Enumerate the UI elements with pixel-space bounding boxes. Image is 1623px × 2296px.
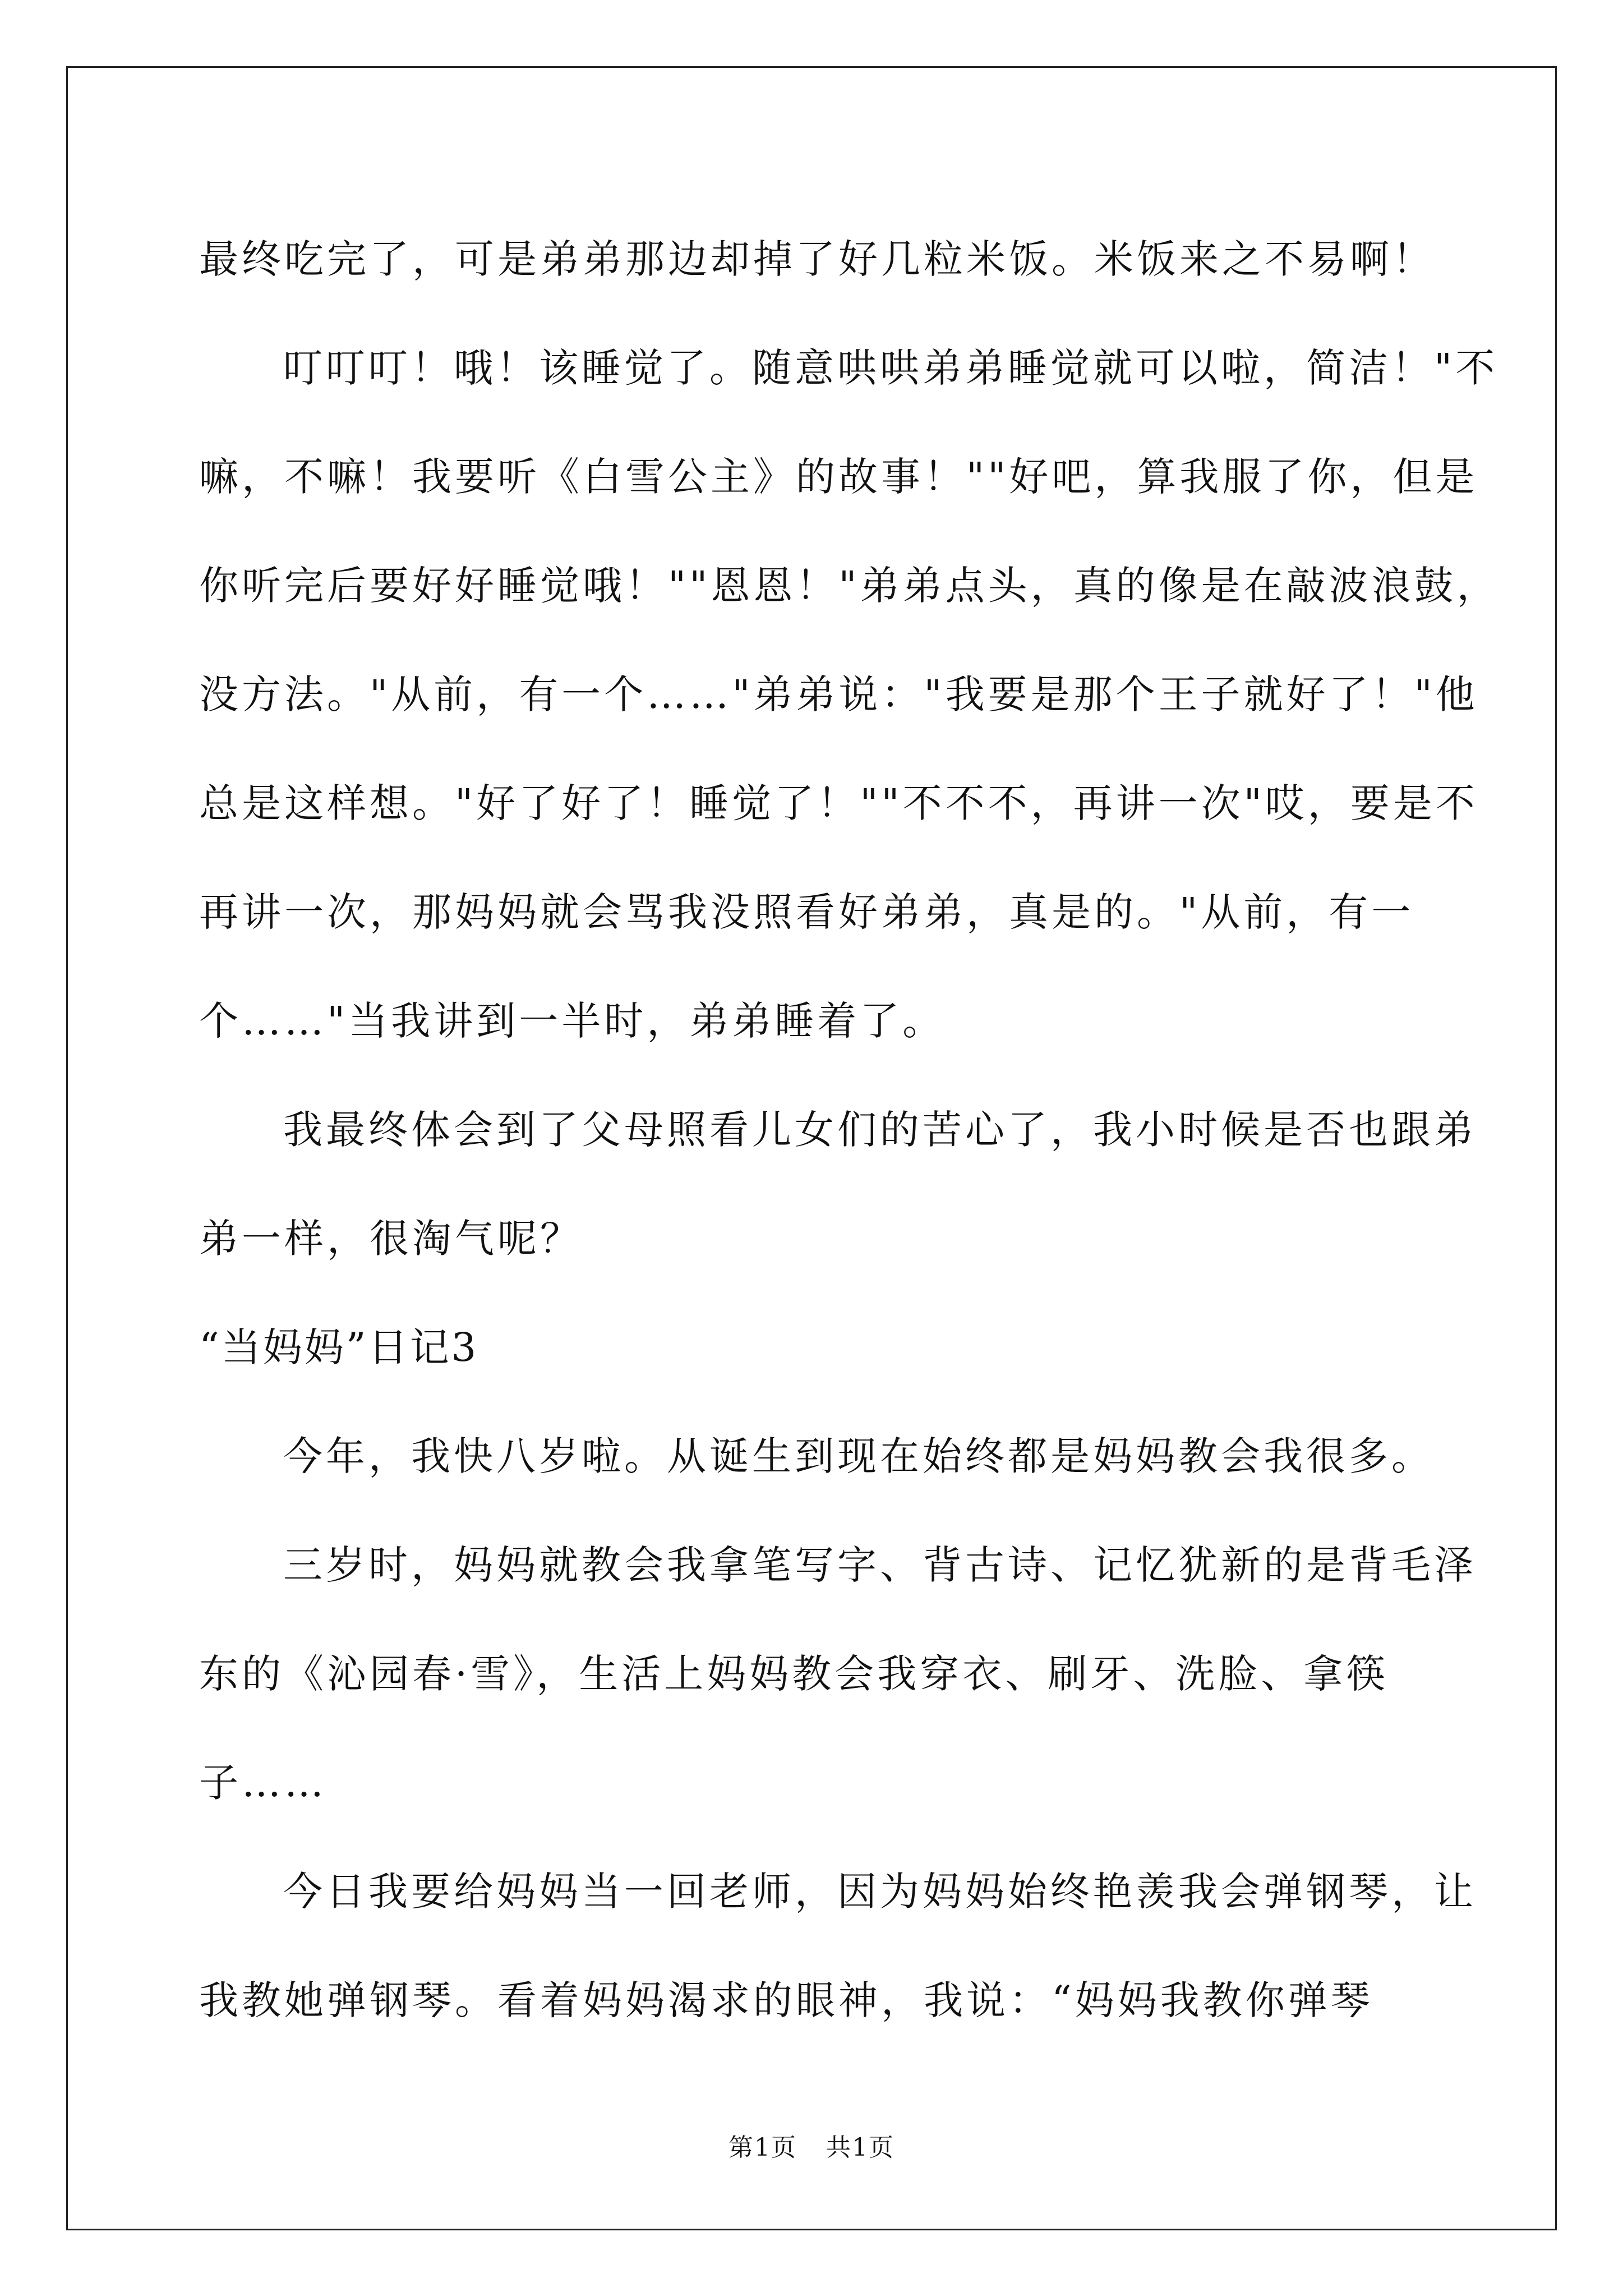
text-line: 三岁时，妈妈就教会我拿笔写字、背古诗、记忆犹新的是背毛泽: [283, 1542, 1477, 1588]
text-line: 嘛，不嘛！我要听《白雪公主》的故事！""好吧，算我服了你，但是: [199, 454, 1478, 500]
page-footer: [0, 2127, 1623, 2163]
text-line: 今年，我快八岁啦。从诞生到现在始终都是妈妈教会我很多。: [283, 1433, 1434, 1479]
text-line: 没方法。"从前，有一个……"弟弟说："我要是那个王子就好了！"他: [199, 671, 1478, 717]
text-line: 今日我要给妈妈当一回老师，因为妈妈始终艳羡我会弹钢琴，让: [283, 1869, 1477, 1915]
text-line: 个……"当我讲到一半时，弟弟睡着了。: [199, 998, 946, 1044]
text-line: 弟一样，很淘气呢？: [199, 1216, 583, 1262]
text-line: 最终吃完了，可是弟弟那边却掉了好几粒米饭。米饭来之不易啊！: [199, 236, 1435, 282]
page-total: 共1页: [826, 2133, 895, 2162]
document-body: [199, 205, 1500, 2055]
text-line: 子……: [199, 1760, 327, 1806]
section-heading: “当妈妈”日记3: [199, 1324, 479, 1370]
text-line: 总是这样想。"好了好了！睡觉了！""不不不，再讲一次"哎，要是不: [199, 780, 1478, 826]
text-line: 我教她弹钢琴。看着妈妈渴求的眼神，我说：“妈妈我教你弹琴: [199, 1977, 1373, 2023]
text-line: 你听完后要好好睡觉哦！""恩恩！"弟弟点头，真的像是在敲波浪鼓，: [199, 563, 1500, 609]
text-line: 叮叮叮！哦！该睡觉了。随意哄哄弟弟睡觉就可以啦，简洁！"不: [283, 345, 1498, 391]
page-number: 第1页: [728, 2133, 797, 2162]
text-line: 我最终体会到了父母照看儿女们的苦心了，我小时候是否也跟弟: [283, 1107, 1477, 1153]
text-line: 东的《沁园春·雪》，生活上妈妈教会我穿衣、刷牙、洗脸、拿筷: [199, 1651, 1389, 1697]
text-line: 再讲一次，那妈妈就会骂我没照看好弟弟，真是的。"从前，有一: [199, 889, 1414, 935]
